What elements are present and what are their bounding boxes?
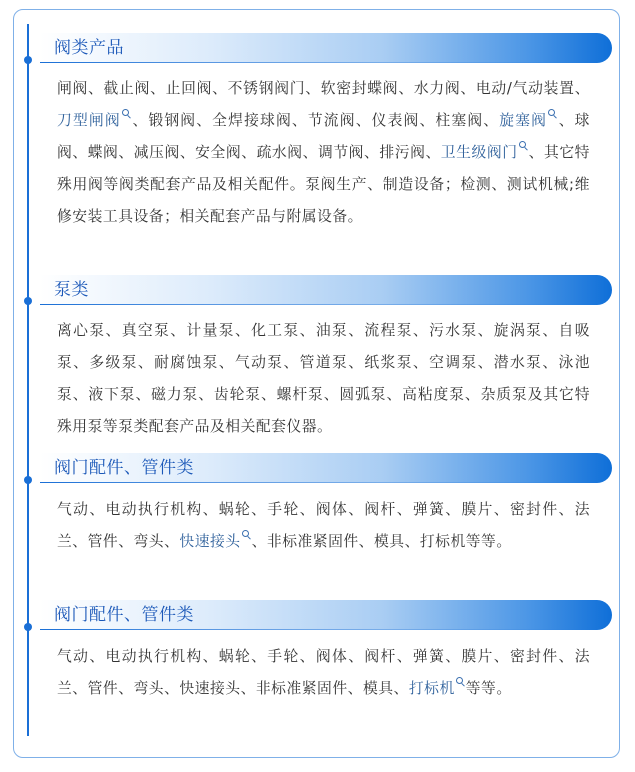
keyword-link[interactable]: 旋塞阀 (499, 112, 548, 129)
section-header-valves (40, 33, 612, 63)
keyword-link[interactable]: 快速接头 (179, 533, 241, 550)
timeline-dot (24, 476, 32, 484)
section-header-fittings (40, 453, 612, 483)
body-text: 等等。 (465, 680, 512, 697)
search-icon[interactable] (548, 109, 557, 119)
section-title: 泵类 (54, 280, 89, 300)
search-icon[interactable] (519, 141, 528, 151)
section-body-fittings-2 (57, 641, 590, 705)
section-body-fittings (57, 494, 590, 558)
body-text: 、锻钢阀、全焊接球阀、节流阀、仪表阀、柱塞阀、 (131, 112, 500, 129)
section-title: 阀门配件、管件类 (54, 605, 194, 625)
search-icon[interactable] (122, 109, 131, 119)
body-text: 、球阀、蝶阀、减压阀、安全阀、疏水阀、调节阀、排污阀、 (57, 112, 590, 161)
section-header-fittings-2 (40, 600, 612, 630)
body-text: 闸阀、截止阀、止回阀、不锈钢阀门、软密封蝶阀、水力阀、电动/气动装置、 (57, 80, 590, 97)
timeline-dot (24, 623, 32, 631)
section-title: 阀门配件、管件类 (54, 458, 194, 478)
search-icon[interactable] (456, 677, 465, 687)
body-text: 气动、电动执行机构、蜗轮、手轮、阀体、阀杆、弹簧、膜片、密封件、法兰、管件、弯头、 (57, 501, 590, 550)
section-title: 阀类产品 (54, 38, 124, 58)
keyword-link[interactable]: 刀型闸阀 (57, 112, 121, 129)
section-header-pumps (40, 275, 612, 305)
body-text: 、其它特殊用阀等阀类配套产品及相关配件。泵阀生产、制造设备；检测、测试机械;维修安装工具设备；相关配套产品与附属设备。 (57, 144, 590, 225)
body-text: 、非标准紧固件、模具、打标机等等。 (251, 533, 512, 550)
timeline-dot (24, 297, 32, 305)
timeline-dot (24, 56, 32, 64)
body-text: 离心泵、真空泵、计量泵、化工泵、油泵、流程泵、污水泵、旋涡泵、自吸泵、多级泵、耐腐蚀泵、气动泵、管道泵、纸浆泵、空调泵、潜水泵、泳池泵、液下泵、磁力泵、齿轮泵、螺杆泵、圆弧泵、高粘度泵、杂质泵及其它特殊用泵等泵类配套产品及相关配套仪器。 (57, 322, 590, 435)
search-icon[interactable] (242, 530, 251, 540)
section-body-valves (57, 73, 590, 233)
body-text: 气动、电动执行机构、蜗轮、手轮、阀体、阀杆、弹簧、膜片、密封件、法兰、管件、弯头、快速接头、非标准紧固件、模具、 (57, 648, 590, 697)
keyword-link[interactable]: 打标机 (408, 680, 455, 697)
section-body-pumps (57, 315, 590, 443)
keyword-link[interactable]: 卫生级阀门 (440, 144, 518, 161)
